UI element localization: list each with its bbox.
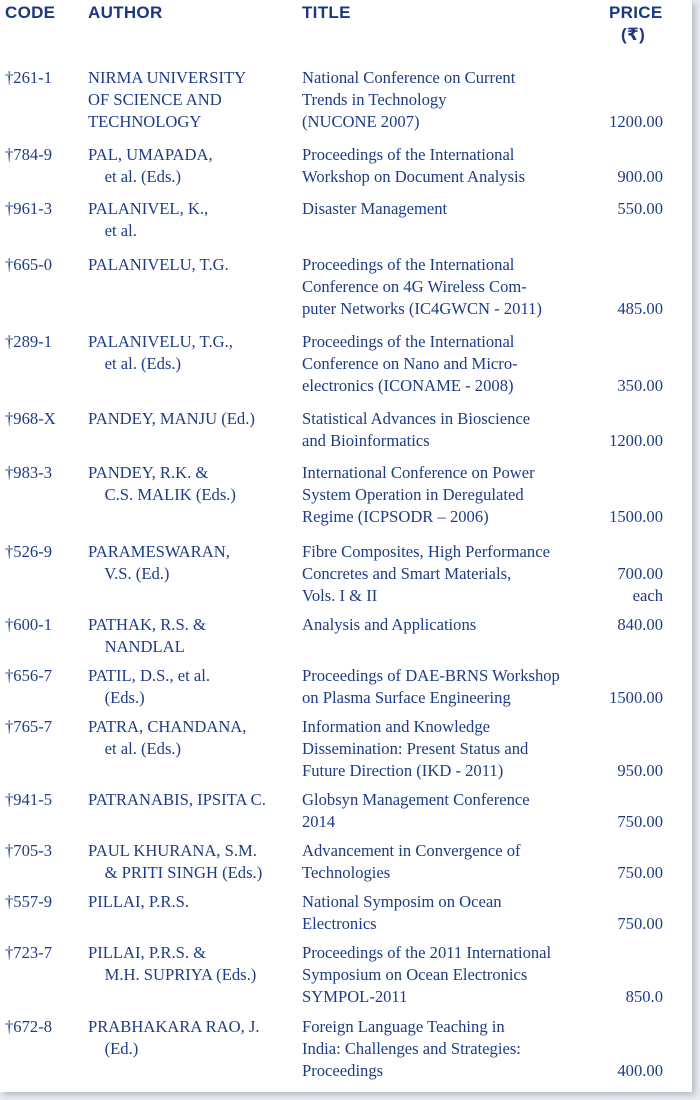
- book-code: †968-X: [5, 409, 56, 428]
- book-code: †983-3: [5, 463, 53, 482]
- book-title: Foreign Language Teaching in India: Challenges and Strategies: Proceedings: [302, 1017, 521, 1080]
- book-title: Advancement in Convergence of Technologies: [302, 841, 521, 882]
- book-code: †961-3: [5, 199, 53, 218]
- book-title: Proceedings of the International Conference on 4G Wireless Com- puter Networks (IC4GWCN - 2011): [302, 255, 542, 318]
- book-title: Proceedings of the International Conference on Nano and Micro- electronics (ICONAME - 2008): [302, 332, 518, 395]
- book-title: Proceedings of DAE-BRNS Workshop on Plasma Surface Engineering: [302, 666, 560, 707]
- book-author: NIRMA UNIVERSITY OF SCIENCE AND TECHNOLOGY: [88, 68, 247, 131]
- header-price: PRICE: [609, 3, 663, 22]
- book-price: 400.00: [617, 1061, 663, 1080]
- book-author: PAL, UMAPADA, et al. (Eds.): [88, 145, 213, 186]
- book-author: PATRANABIS, IPSITA C.: [88, 790, 266, 809]
- header-code: CODE: [5, 3, 56, 22]
- book-title: Analysis and Applications: [302, 615, 477, 634]
- book-price: 1500.00: [609, 688, 663, 707]
- book-price: 700.00 each: [617, 564, 663, 605]
- book-title: Proceedings of the International Workshop on Document Analysis: [302, 145, 526, 186]
- book-author: PAUL KHURANA, S.M. & PRITI SINGH (Eds.): [88, 841, 263, 882]
- book-price: 850.0: [625, 987, 663, 1006]
- book-price: 900.00: [617, 167, 663, 186]
- book-author: PATIL, D.S., et al. (Eds.): [88, 666, 210, 707]
- book-code: †765-7: [5, 717, 53, 736]
- book-author: PILLAI, P.R.S.: [88, 892, 189, 911]
- book-author: PALANIVELU, T.G.: [88, 255, 229, 274]
- header-title: TITLE: [302, 3, 351, 22]
- book-code: †600-1: [5, 615, 53, 634]
- book-code: †526-9: [5, 542, 53, 561]
- book-price: 550.00: [617, 199, 663, 218]
- book-code: †289-1: [5, 332, 53, 351]
- book-price: 750.00: [617, 812, 663, 831]
- book-code: †784-9: [5, 145, 53, 164]
- book-price: 950.00: [617, 761, 663, 780]
- book-price: 1200.00: [609, 431, 663, 450]
- book-title: Disaster Management: [302, 199, 448, 218]
- book-title: Proceedings of the 2011 International Symposium on Ocean Electronics SYMPOL-2011: [302, 943, 552, 1006]
- book-title: Information and Knowledge Dissemination: Present Status and Future Direction (IKD - 2011): [302, 717, 529, 780]
- book-price: 1500.00: [609, 507, 663, 526]
- book-title: National Conference on Current Trends in Technology (NUCONE 2007): [302, 68, 516, 131]
- book-title: National Symposim on Ocean Electronics: [302, 892, 502, 933]
- book-code: †261-1: [5, 68, 53, 87]
- book-code: †672-8: [5, 1017, 53, 1036]
- book-code: †656-7: [5, 666, 53, 685]
- book-title: Fibre Composites, High Performance Concretes and Smart Materials, Vols. I & II: [302, 542, 550, 605]
- book-author: PATRA, CHANDANA, et al. (Eds.): [88, 717, 247, 758]
- book-author: PANDEY, R.K. & C.S. MALIK (Eds.): [88, 463, 236, 504]
- book-author: PANDEY, MANJU (Ed.): [88, 409, 255, 428]
- book-author: PILLAI, P.R.S. & M.H. SUPRIYA (Eds.): [88, 943, 257, 984]
- book-price: 840.00: [617, 615, 663, 634]
- book-code: †723-7: [5, 943, 53, 962]
- header-author: AUTHOR: [88, 3, 163, 22]
- book-author: PALANIVELU, T.G., et al. (Eds.): [88, 332, 233, 373]
- book-author: PRABHAKARA RAO, J. (Ed.): [88, 1017, 260, 1058]
- book-code: †665-0: [5, 255, 53, 274]
- book-code: †557-9: [5, 892, 53, 911]
- book-price: 350.00: [617, 376, 663, 395]
- book-price: 485.00: [617, 299, 663, 318]
- book-author: PALANIVEL, K., et al.: [88, 199, 209, 240]
- book-title: Statistical Advances in Bioscience and Bioinformatics: [302, 409, 531, 450]
- book-author: PATHAK, R.S. & NANDLAL: [88, 615, 206, 656]
- book-price: 750.00: [617, 914, 663, 933]
- book-author: PARAMESWARAN, V.S. (Ed.): [88, 542, 230, 583]
- book-code: †941-5: [5, 790, 53, 809]
- book-price: 750.00: [617, 863, 663, 882]
- book-title: Globsyn Management Conference 2014: [302, 790, 530, 831]
- book-title: International Conference on Power System Operation in Deregulated Regime (ICPSODR – 2006): [302, 463, 535, 526]
- book-code: †705-3: [5, 841, 53, 860]
- book-price: 1200.00: [609, 112, 663, 131]
- header-price-currency: (₹): [621, 25, 646, 44]
